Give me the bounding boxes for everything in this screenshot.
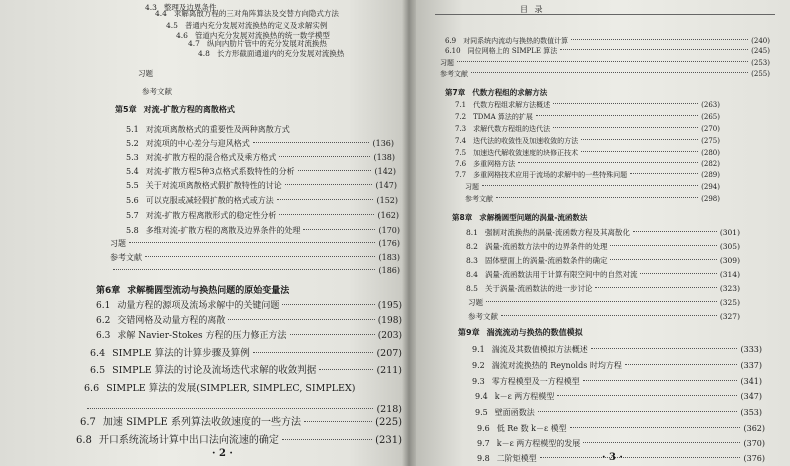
leader-dots (583, 380, 738, 381)
entry-title: 习题 (440, 59, 454, 67)
page-ref: (225) (375, 417, 402, 428)
section-number: 9.3 (472, 377, 485, 386)
page-ref: (162) (377, 211, 399, 220)
page-ref: (147) (375, 181, 397, 190)
entry-title: TDMA 算法的扩展 (473, 113, 533, 121)
leader-dots (471, 72, 748, 73)
leader-dots (570, 427, 741, 428)
toc-entry (96, 298, 402, 311)
leader-dots (277, 199, 374, 200)
toc-entry (96, 313, 402, 326)
entry-title: 求解椭圆型问题的涡量-流函数法 (479, 213, 588, 222)
entry-title: 代数方程组的求解方法 (472, 88, 548, 97)
page-ref: (136) (372, 139, 394, 148)
entry-title: 交错网格及动量方程的离散 (117, 316, 226, 326)
page-ref: (138) (373, 153, 395, 162)
toc-entry (455, 136, 720, 146)
entry-title: 求解代数方程组的迭代法 (473, 125, 551, 133)
toc-entry (142, 86, 385, 97)
entry-title: 长方形截面通道内的充分发展对流换热 (216, 49, 345, 58)
section-number: 4.5 (166, 21, 178, 30)
entry-title: 管道内充分发展对流换热的统一数学模型 (194, 31, 330, 40)
leader-dots (129, 242, 375, 243)
toc-entry (472, 376, 762, 387)
leader-dots (303, 229, 375, 230)
section-number: 4.3 (145, 3, 157, 12)
entry-title: 对流项的中心差分与迎风格式 (145, 139, 250, 148)
entry-title: 对流项离散格式的重要性及两种离散方式 (145, 125, 290, 134)
toc-entry (455, 100, 720, 110)
entry-title: 二阶矩模型 (496, 454, 537, 463)
entry-title: 参考文献 (110, 253, 142, 262)
toc-entry (468, 297, 740, 308)
section-number: 6.7 (80, 417, 96, 428)
page-ref: (347) (740, 392, 762, 401)
section-number: 5.8 (126, 226, 139, 235)
leader-dots (285, 184, 373, 185)
page-ref: (327) (719, 312, 740, 321)
leader-dots (553, 103, 698, 104)
toc-entry (466, 269, 740, 280)
page-ref: (314) (719, 270, 740, 279)
toc-entry (126, 210, 399, 221)
toc-entry (440, 69, 770, 79)
leader-dots (610, 259, 716, 260)
leader-dots (518, 162, 698, 163)
entry-title: 整理及边界条件 (163, 3, 217, 12)
entry-title: 求解离散方程的三对角阵算法及交替方向隐式方法 (173, 9, 339, 18)
page-ref: (263) (701, 101, 720, 109)
toc-entry (465, 194, 720, 204)
entry-title: 可以克服或减轻假扩散的格式或方法 (145, 196, 274, 205)
section-number: 7.7 (455, 171, 467, 179)
entry-title: 动量方程的源项及流场求解中的关键问题 (117, 301, 280, 311)
toc-entry (440, 58, 770, 68)
leader-dots (87, 408, 373, 409)
section-number: 9.1 (472, 345, 485, 354)
leader-dots (253, 142, 370, 143)
section-number: 9.5 (475, 408, 488, 417)
entry-title: 对流-扩散方程5种3点格式系数特性的分析 (145, 167, 295, 176)
toc-entry (90, 345, 402, 359)
section-number: 8.1 (466, 228, 478, 237)
section-number: 6.3 (96, 331, 111, 341)
entry-title: 湍流及其数值模拟方法概述 (491, 345, 588, 354)
leader-dots (610, 245, 716, 246)
entry-title: 多重网格技术应用于流场的求解中的一些特殊问题 (473, 171, 628, 179)
entry-title: 湍流对流换热的 Reynolds 时均方程 (491, 361, 622, 370)
chapter-number: 第7章 (445, 88, 466, 97)
section-number: 6.8 (76, 435, 92, 446)
entry-title: SIMPLE 算法的计算步骤及算例 (112, 348, 250, 359)
entry-title: 低 Re 数 k－ε 模型 (496, 424, 567, 433)
leader-dots (583, 442, 740, 443)
section-number: 4.7 (188, 39, 200, 48)
leader-dots (486, 301, 717, 302)
leader-dots (591, 348, 738, 349)
page-ref: (370) (743, 439, 765, 448)
section-number: 8.5 (466, 284, 478, 293)
leader-dots (496, 197, 698, 198)
leader-dots (279, 156, 370, 157)
page-ref: (207) (376, 348, 402, 359)
section-number: 8.4 (466, 270, 478, 279)
toc-entry (466, 241, 740, 252)
leader-dots (538, 411, 738, 412)
left-page-number: · 2 · (212, 448, 233, 459)
page-ref: (195) (377, 301, 402, 311)
entry-title: k－ε 两方程模型的发展 (496, 439, 581, 448)
entry-title: 关于对流项离散格式假扩散特性的讨论 (145, 181, 282, 190)
page-ref: (376) (743, 454, 765, 463)
toc-entry (126, 138, 394, 149)
page-ref: (253) (751, 59, 770, 67)
toc-entry (477, 438, 765, 449)
section-number: 5.3 (126, 153, 139, 162)
entry-title: 零方程模型及一方程模型 (491, 377, 580, 386)
toc-entry (468, 311, 740, 322)
toc-entry (472, 344, 762, 355)
page-ref: (211) (376, 365, 402, 376)
toc-entry (445, 36, 770, 46)
leader-dots (457, 61, 748, 62)
page-ref: (183) (378, 253, 400, 262)
section-number: 6.5 (90, 365, 106, 376)
page-ref: (265) (701, 113, 720, 121)
leader-dots (319, 369, 373, 370)
entry-title: 湍流流动与换热的数值模拟 (486, 328, 583, 337)
leader-dots (501, 315, 717, 316)
toc-entry (198, 48, 385, 59)
leader-dots (113, 269, 375, 270)
section-number: 4.6 (176, 31, 188, 40)
page-ref: (218) (376, 404, 402, 415)
chapter-heading (96, 283, 402, 296)
section-number: 8.2 (466, 242, 478, 251)
entry-title: 习题 (465, 183, 479, 191)
section-number: 6.9 (445, 37, 457, 45)
entry-title: 关于涡量-流函数法的进一步讨论 (484, 284, 593, 293)
section-number: 7.6 (455, 160, 467, 168)
entry-title: 对流-扩散方程的混合格式及乘方格式 (145, 153, 277, 162)
toc-entry (110, 238, 400, 249)
toc-entry (110, 266, 400, 275)
section-number: 7.2 (455, 113, 467, 121)
leader-dots (595, 287, 716, 288)
chapter-heading (115, 104, 390, 115)
toc-entry (475, 407, 762, 418)
entry-title: 纵向内肋片管中的充分发展对流换热 (206, 39, 327, 48)
leader-dots (633, 231, 717, 232)
entry-title: 参考文献 (440, 70, 468, 78)
section-number: 6.4 (90, 348, 106, 359)
toc-entry (475, 391, 762, 402)
toc-entry (110, 252, 400, 263)
leader-dots (553, 127, 698, 128)
page-ref: (301) (719, 228, 740, 237)
section-number: 6.6 (84, 383, 100, 394)
leader-dots (630, 173, 698, 174)
toc-entry (477, 423, 765, 434)
entry-title: 涡量-流函数法用于计算有限空间中的自然对流 (484, 270, 638, 279)
page-ref: (298) (701, 195, 720, 203)
leader-dots (145, 256, 375, 257)
section-number: 7.4 (455, 137, 467, 145)
entry-title: 参考文献 (142, 87, 172, 96)
section-number: 6.1 (96, 301, 111, 311)
entry-title: 参考文献 (468, 312, 498, 321)
leader-dots (282, 304, 374, 305)
toc-entry (126, 195, 398, 206)
leader-dots (228, 319, 374, 320)
page-ref: (294) (701, 183, 720, 191)
entry-title: 加速 SIMPLE 系列算法收敛速度的一些方法 (102, 417, 301, 428)
entry-title: 强制对流换热的涡量-流函数方程及其离散化 (484, 228, 630, 237)
entry-title: SIMPLE 算法的发展(SIMPLER, SIMPLEC, SIMPLEX) (106, 383, 356, 394)
entry-title: 求解 Navier-Stokes 方程的压力修正方法 (117, 331, 287, 341)
section-number: 9.6 (477, 424, 490, 433)
page-ref: (289) (701, 171, 720, 179)
page-ref: (176) (378, 239, 400, 248)
chapter-heading (452, 212, 740, 223)
page-ref: (240) (751, 37, 770, 45)
entry-title: 固体壁面上的涡量-流函数条件的确定 (484, 256, 608, 265)
leader-dots (640, 273, 716, 274)
entry-title: 习题 (110, 239, 126, 248)
section-number: 5.7 (126, 211, 139, 220)
leader-dots (304, 421, 372, 422)
page-ref: (305) (719, 242, 740, 251)
page-ref: (280) (701, 149, 720, 157)
toc-entry (90, 362, 402, 376)
entry-title: 求解椭圆型流动与换热问题的原始变量法 (127, 286, 290, 296)
page-ref: (275) (701, 137, 720, 145)
page-ref: (170) (378, 226, 400, 235)
toc-entry (138, 68, 385, 79)
leader-dots (540, 457, 741, 458)
page-ref: (152) (376, 196, 398, 205)
toc-entry (126, 225, 400, 236)
toc-entry (455, 124, 720, 134)
entry-title: 对流-扩散方程离散形式的稳定性分析 (145, 211, 277, 220)
section-number: 5.4 (126, 167, 139, 176)
section-number: 9.8 (477, 454, 490, 463)
entry-title: 同位网格上的 SIMPLE 算法 (467, 47, 558, 55)
page-ref: (353) (740, 408, 762, 417)
toc-entry (472, 360, 762, 371)
page-ref: (337) (740, 361, 762, 370)
entry-title: 涡量-流函数方法中的边界条件的处理 (484, 242, 608, 251)
toc-entry (76, 431, 402, 446)
page-ref: (333) (740, 345, 762, 354)
chapter-number: 第8章 (452, 213, 473, 222)
page-ref: (255) (751, 70, 770, 78)
entry-title: 普通内充分发展对流换热的定义及求解实例 (184, 21, 328, 30)
toc-entry (455, 112, 720, 122)
toc-entry (126, 166, 396, 177)
entry-title: 多重网格方法 (473, 160, 516, 168)
entry-title: 壁面函数法 (494, 408, 535, 417)
toc-entry (466, 283, 740, 294)
entry-title: k－ε 两方程模型 (494, 392, 555, 401)
toc-entry (126, 152, 395, 163)
toc-entry (465, 182, 720, 192)
section-number: 9.7 (477, 439, 490, 448)
leader-dots (253, 352, 374, 353)
section-number: 4.4 (155, 9, 167, 18)
chapter-heading (458, 327, 762, 338)
page-ref: (231) (375, 435, 402, 446)
section-number: 9.2 (472, 361, 485, 370)
page-ref: (245) (751, 47, 770, 55)
section-number: 5.2 (126, 139, 139, 148)
chapter-number: 第9章 (458, 328, 480, 337)
section-number: 8.3 (466, 256, 478, 265)
leader-dots (625, 364, 738, 365)
section-number: 5.6 (126, 196, 139, 205)
entry-title: 迭代法的收敛性及加速收敛的方法 (473, 137, 579, 145)
section-number: 5.1 (126, 125, 139, 134)
page-ref: (309) (719, 256, 740, 265)
leader-dots (290, 334, 375, 335)
leader-dots (581, 151, 698, 152)
section-number: 7.3 (455, 125, 467, 133)
toc-entry (455, 148, 720, 158)
entry-title: 习题 (468, 298, 483, 307)
page-ref: (198) (377, 316, 402, 326)
chapter-number: 第5章 (115, 105, 137, 114)
entry-title: 多维对流-扩散方程的离散及边界条件的处理 (145, 226, 301, 235)
page-ref: (203) (377, 331, 402, 341)
toc-entry (84, 380, 402, 394)
toc-entry (126, 124, 392, 135)
chapter-number: 第6章 (96, 286, 121, 296)
leader-dots (560, 49, 748, 50)
toc-entry (445, 46, 770, 56)
chapter-heading (445, 87, 720, 98)
page-ref: (186) (378, 266, 400, 275)
section-number: 9.4 (475, 392, 488, 401)
running-header: 目 录 (520, 5, 545, 14)
leader-dots (298, 170, 372, 171)
entry-title: 参考文献 (465, 195, 493, 203)
entry-title: 对流-扩散方程的离散格式 (143, 105, 235, 114)
entry-title: 习题 (138, 69, 153, 78)
entry-title: 加速迭代解收敛速度的块修正技术 (473, 149, 579, 157)
entry-title: 开口系统流场计算中出口法向流速的确定 (98, 435, 279, 446)
page-ref: (270) (701, 125, 720, 133)
section-number: 4.8 (198, 49, 210, 58)
right-page-number: · 3 · (602, 452, 623, 463)
toc-entry (455, 159, 720, 169)
toc-entry (126, 180, 397, 191)
leader-dots (581, 139, 698, 140)
section-number: 7.5 (455, 149, 467, 157)
toc-entry (96, 328, 402, 341)
leader-dots (282, 439, 372, 440)
entry-title: SIMPLE 算法的讨论及流场迭代求解的收敛判据 (112, 365, 317, 376)
section-number: 6.10 (445, 47, 461, 55)
section-number: 7.1 (455, 101, 467, 109)
leader-dots (482, 185, 698, 186)
page-ref: (282) (701, 160, 720, 168)
leader-dots (279, 214, 374, 215)
header-rule (435, 14, 775, 15)
page-ref: (341) (740, 377, 762, 386)
page-ref: (362) (743, 424, 765, 433)
toc-entry (466, 255, 740, 266)
page-ref: (325) (719, 298, 740, 307)
toc-entry (466, 227, 740, 238)
entry-title: 对同系统内流动与换热的数值计算 (463, 37, 569, 45)
toc-entry (455, 170, 720, 180)
page-ref: (142) (374, 167, 396, 176)
leader-dots (536, 115, 698, 116)
book-spine (402, 0, 416, 466)
leader-dots (571, 39, 748, 40)
page-ref: (323) (719, 284, 740, 293)
section-number: 6.2 (96, 316, 111, 326)
toc-entry (155, 8, 385, 19)
leader-dots (557, 395, 737, 396)
toc-entry (80, 413, 402, 428)
section-number: 5.5 (126, 181, 139, 190)
entry-title: 代数方程组求解方法概述 (473, 101, 551, 109)
